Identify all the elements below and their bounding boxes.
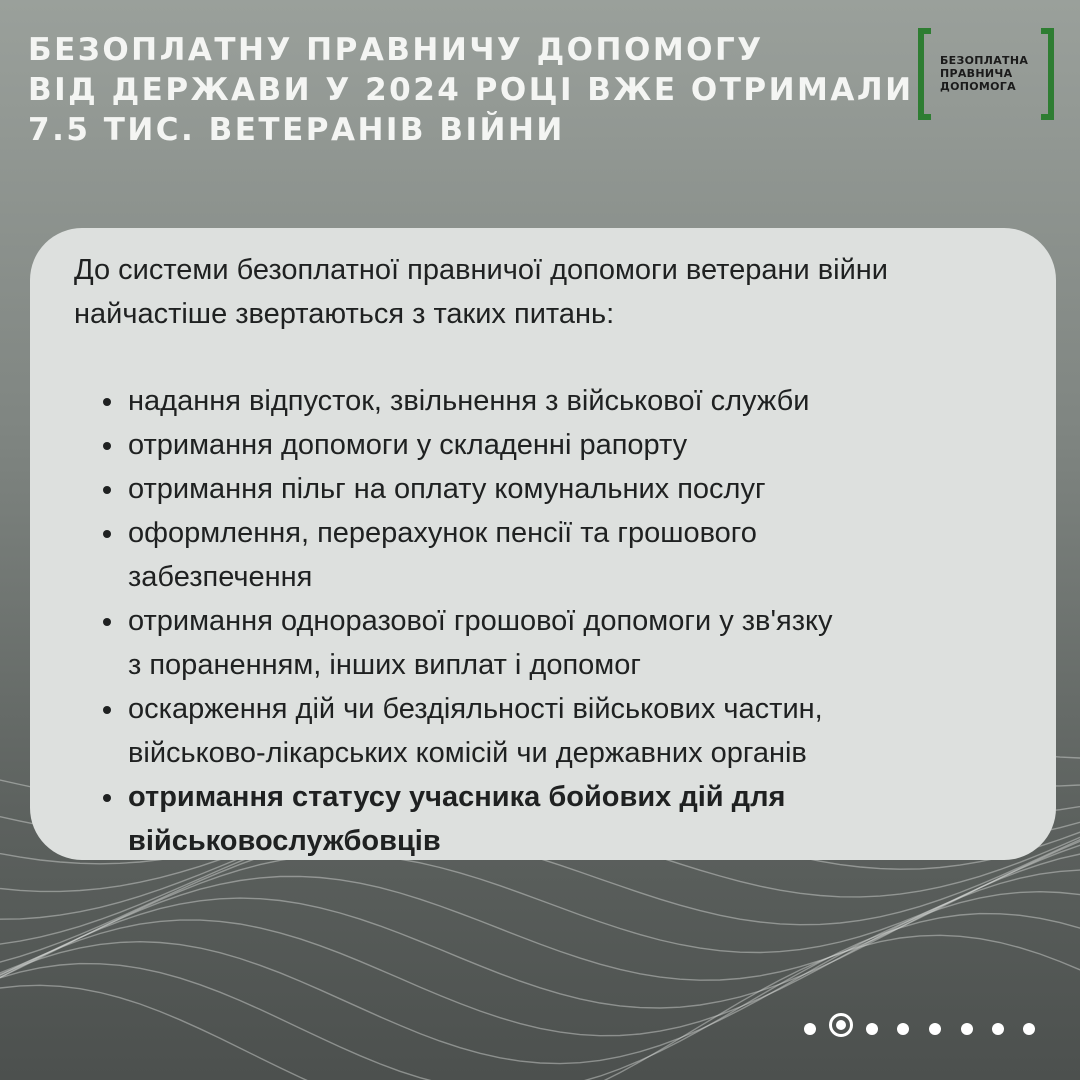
- logo-text-line-3: ДОПОМОГА: [940, 80, 1016, 93]
- list-item: [74, 599, 1036, 687]
- list-item-text: забезпечення: [128, 561, 313, 593]
- list-item-text: оскарження дій чи бездіяльності військових частин,: [128, 693, 823, 725]
- list-item-highlighted: [74, 775, 1036, 863]
- wave-line: [0, 935, 1080, 1080]
- list-item-text: отримання статусу учасника бойових дій для: [128, 781, 786, 813]
- content-card: [30, 228, 1056, 860]
- bullet-icon: [103, 442, 111, 450]
- headline-line-3: 7.5 ТИС. ВЕТЕРАНІВ ВІЙНИ: [28, 112, 565, 148]
- logo-right-bracket: [1041, 28, 1054, 120]
- list-item-text: надання відпусток, звільнення з військової служби: [128, 385, 810, 417]
- bullet-icon: [103, 486, 111, 494]
- headline-line-2: ВІД ДЕРЖАВИ У 2024 РОЦІ ВЖЕ ОТРИМАЛИ: [28, 72, 914, 108]
- list-item-text: військовослужбовців: [128, 825, 441, 857]
- list-item-text: з пораненням, інших виплат і допомог: [128, 649, 641, 681]
- logo-text-line-2: ПРАВНИЧА: [940, 67, 1013, 80]
- page-dot[interactable]: [804, 1023, 816, 1035]
- list-item-text: оформлення, перерахунок пенсії та грошового: [128, 517, 757, 549]
- list-item-text: отримання пільг на оплату комунальних послуг: [128, 473, 766, 505]
- bullet-icon: [103, 398, 111, 406]
- page-dot[interactable]: [992, 1023, 1004, 1035]
- issue-list: [74, 379, 1036, 863]
- list-item: [74, 467, 1036, 511]
- page-dot[interactable]: [961, 1023, 973, 1035]
- bullet-icon: [103, 530, 111, 538]
- list-item-text: отримання одноразової грошової допомоги у зв'язку: [128, 605, 833, 637]
- intro-line-2: найчастіше звертаються з таких питань:: [74, 298, 615, 330]
- headline: [28, 30, 914, 150]
- page-dot[interactable]: [866, 1023, 878, 1035]
- intro-line-1: До системи безоплатної правничої допомоги ветерани війни: [74, 254, 888, 286]
- wave-line: [0, 851, 1080, 1008]
- bullet-icon: [103, 794, 111, 802]
- list-item-text: військово-лікарських комісій чи державних органів: [128, 737, 807, 769]
- carousel-pagination: [800, 1012, 1050, 1046]
- list-item: [74, 687, 1036, 775]
- bullet-icon: [103, 706, 111, 714]
- list-item-text: отримання допомоги у складенні рапорту: [128, 429, 688, 461]
- wave-line: [0, 914, 1080, 1080]
- list-item: [74, 379, 1036, 423]
- free-legal-aid-logo: [918, 28, 1054, 120]
- list-item: [74, 511, 1036, 599]
- headline-line-1: БЕЗОПЛАТНУ ПРАВНИЧУ ДОПОМОГУ: [28, 32, 764, 68]
- bullet-icon: [103, 618, 111, 626]
- page-dot[interactable]: [897, 1023, 909, 1035]
- logo-text-line-1: БЕЗОПЛАТНА: [940, 54, 1029, 67]
- page-dot[interactable]: [929, 1023, 941, 1035]
- list-item: [74, 423, 1036, 467]
- page-dot-current[interactable]: [829, 1013, 853, 1037]
- logo-left-bracket: [918, 28, 931, 120]
- logo-text: [940, 54, 1028, 93]
- intro-paragraph: [74, 248, 1036, 336]
- page-dot[interactable]: [1023, 1023, 1035, 1035]
